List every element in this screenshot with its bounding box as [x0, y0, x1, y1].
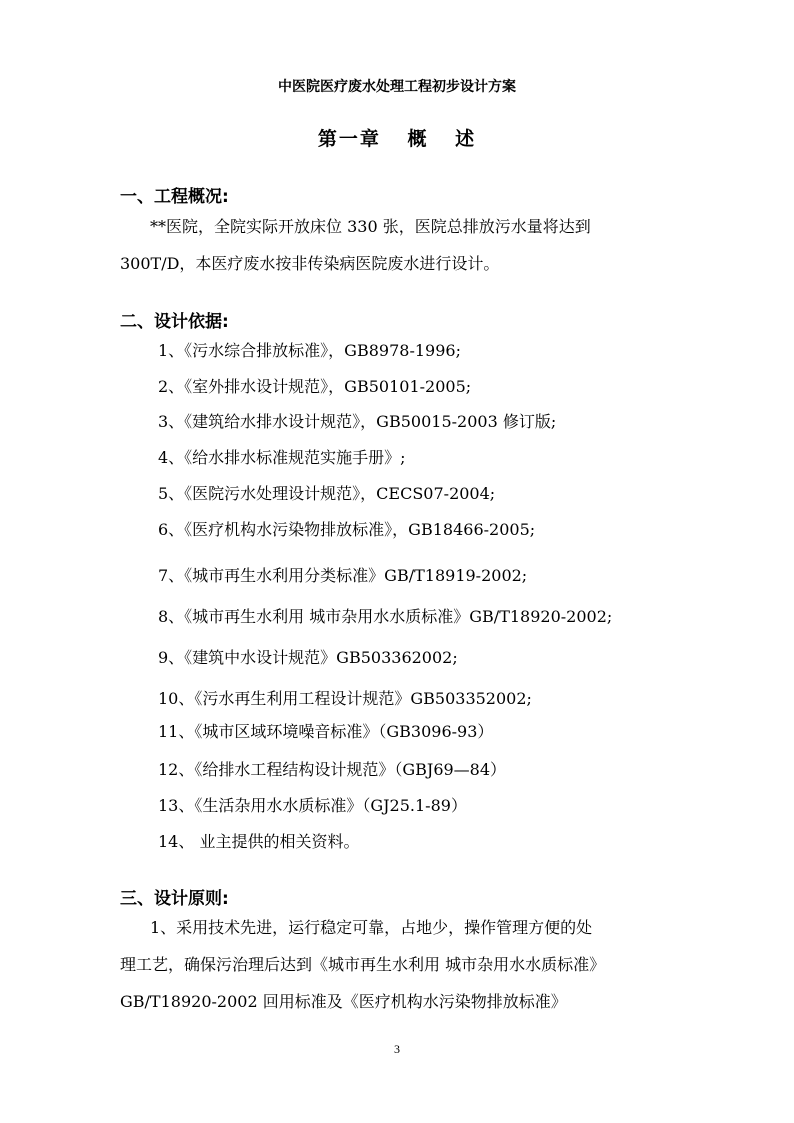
standard-item-6: 6、《医疗机构水污染物排放标准》，GB18466-2005; — [158, 520, 536, 539]
standard-item-1: 1、《污水综合排放标准》，GB8978-1996; — [158, 341, 461, 360]
document-header: 中医院医疗废水处理工程初步设计方案 — [278, 79, 516, 95]
standard-item-3: 3、《建筑给水排水设计规范》，GB50015-2003 修订版; — [158, 412, 557, 431]
section2-heading: 二、设计依据: — [120, 312, 229, 332]
section1-line-1: **医院，全院实际开放床位 330 张，医院总排放污水量将达到 — [150, 217, 591, 236]
chapter-title: 第一章 概 述 — [317, 128, 477, 150]
page-number: 3 — [394, 1042, 400, 1056]
section3-line-3: GB/T18920-2002 回用标准及《医疗机构水污染物排放标准》 — [120, 992, 567, 1011]
standard-item-10: 10、《污水再生利用工程设计规范》GB503352002; — [158, 689, 532, 708]
standard-item-13: 13、《生活杂用水水质标准》（GJ25.1-89） — [158, 796, 467, 815]
standard-item-11: 11、《城市区域环境噪音标准》（GB3096-93） — [158, 722, 494, 741]
standard-item-9: 9、《建筑中水设计规范》GB503362002; — [158, 648, 458, 667]
standard-item-12: 12、《给排水工程结构设计规范》（GBJ69—84） — [158, 760, 507, 779]
section3-heading: 三、设计原则: — [120, 889, 229, 909]
section3-line-1: 1、采用技术先进，运行稳定可靠，占地少，操作管理方便的处 — [150, 918, 593, 937]
section1-heading: 一、工程概况: — [120, 187, 229, 207]
standard-item-5: 5、《医院污水处理设计规范》，CECS07-2004; — [158, 484, 496, 503]
standard-item-4: 4、《给水排水标准规范实施手册》; — [158, 448, 406, 467]
standard-item-7: 7、《城市再生水利用分类标准》GB/T18919-2002; — [158, 566, 528, 585]
standard-item-2: 2、《室外排水设计规范》，GB50101-2005; — [158, 377, 472, 396]
section1-line-2: 300T/D，本医疗废水按非传染病医院废水进行设计。 — [120, 254, 500, 273]
standard-item-14: 14、 业主提供的相关资料。 — [158, 832, 360, 851]
standard-item-8: 8、《城市再生水利用 城市杂用水水质标准》GB/T18920-2002; — [158, 607, 613, 626]
section3-line-2: 理工艺，确保污治理后达到《城市再生水利用 城市杂用水水质标准》 — [120, 955, 606, 974]
